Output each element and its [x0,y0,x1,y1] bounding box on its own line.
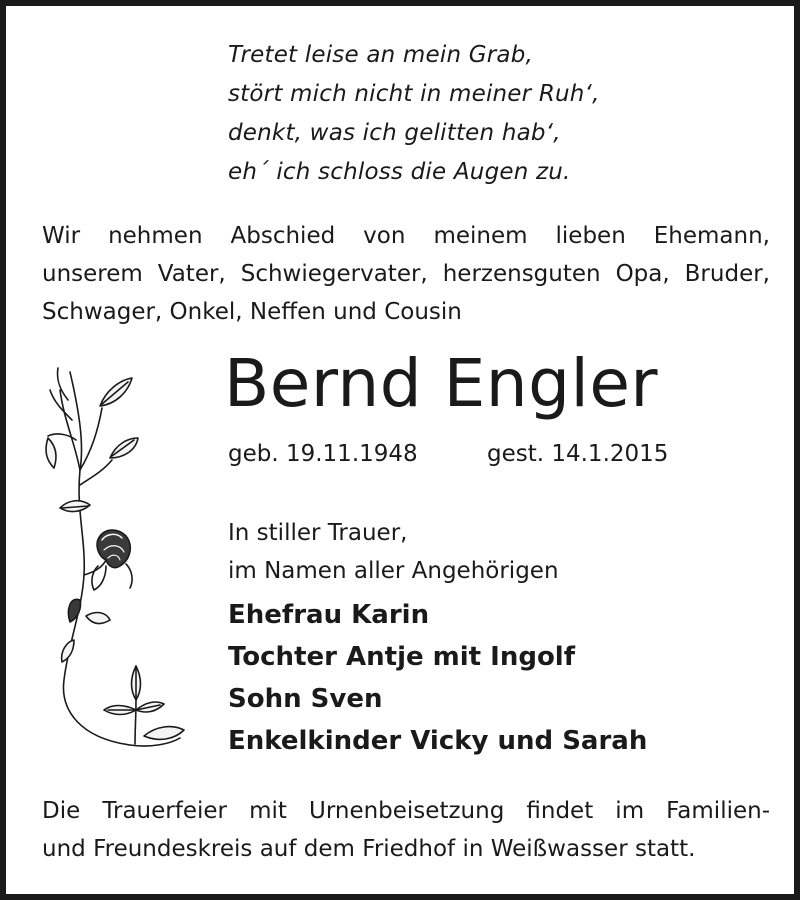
poem-line: stört mich nicht in meiner Ruh‘, [228,81,600,107]
poem-line: eh´ ich schloss die Augen zu. [228,159,571,185]
intro-line: Wir nehmen Abschied von meinem lieben Ehemann, [42,223,770,249]
life-dates [228,438,668,470]
birth-date: geb. 19.11.1948 [228,441,418,467]
family-member: Tochter Antje mit Ingolf [228,642,576,672]
farewell-intro [42,217,770,331]
family-member: Sohn Sven [228,684,383,714]
mourning-line: In stiller Trauer, [228,520,408,546]
family-list [228,594,647,762]
family-member: Enkelkinder Vicky und Sarah [228,726,648,756]
rose-branch-icon [40,360,190,756]
family-member: Ehefrau Karin [228,600,430,630]
death-date: gest. 14.1.2015 [486,441,669,467]
mourning-line: im Namen aller Angehörigen [228,558,559,584]
funeral-line: Die Trauerfeier mit Urnenbeisetzung findet im Familien- [42,798,770,824]
poem-line: denkt, was ich gelitten hab‘, [228,120,561,146]
deceased-name: Bernd Engler [224,345,659,422]
intro-line: unserem Vater, Schwiegervater, herzensguten Opa, Bruder, [42,261,770,287]
memorial-poem [228,36,600,192]
funeral-line: und Freundeskreis auf dem Friedhof in Weißwasser statt. [42,836,696,862]
mourning-phrase [228,514,559,590]
intro-line: Schwager, Onkel, Neffen und Cousin [42,299,462,325]
poem-line: Tretet leise an mein Grab, [228,42,534,68]
funeral-notice [42,792,770,868]
